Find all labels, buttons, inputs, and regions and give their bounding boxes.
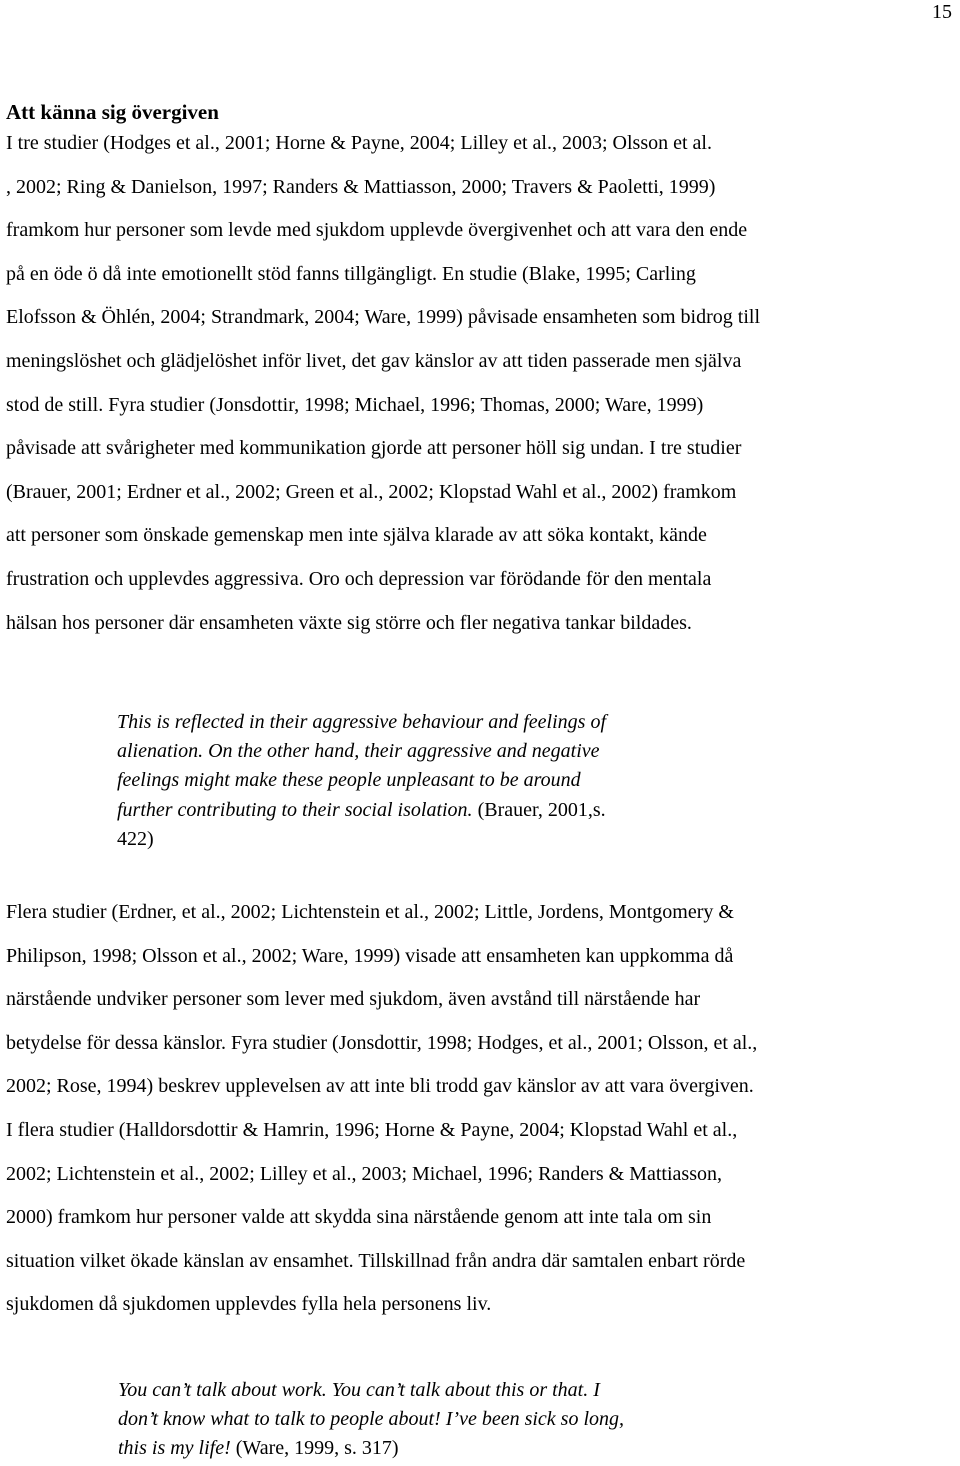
quote-line: don’t know what to talk to people about! I’ve been sick so long,	[118, 1408, 625, 1431]
paragraph-line: Elofsson & Öhlén, 2004; Strandmark, 2004; Ware, 1999) påvisade ensamheten som bidrog till	[6, 306, 761, 329]
section-heading: Att känna sig övergiven	[6, 100, 219, 124]
paragraph-line: hälsan hos personer där ensamheten växte sig större och fler negativa tankar bildades.	[6, 611, 692, 634]
paragraph-line: stod de still. Fyra studier (Jonsdottir, 1998; Michael, 1996; Thomas, 2000; Ware, 1999)	[6, 393, 704, 416]
paragraph-line: situation vilket ökade känslan av ensamhet. Tillskillnad från andra där samtalen enbart rörde	[6, 1249, 746, 1272]
paragraph-line: Flera studier (Erdner, et al., 2002; Lichtenstein et al., 2002; Little, Jordens, Montgomery &	[6, 901, 734, 923]
block-quote-brauer	[117, 708, 797, 854]
block-quote-ware	[118, 1376, 798, 1464]
paragraph-line: meningslöshet och glädjelöshet inför livet, det gav känslor av att tiden passerade men själva	[6, 349, 742, 372]
paragraph-line: 2002; Lichtenstein et al., 2002; Lilley et al., 2003; Michael, 1996; Randers & Mattiasson,	[6, 1162, 722, 1185]
paragraph-line: sjukdomen då sjukdomen upplevdes fylla hela personens liv.	[6, 1293, 492, 1316]
paragraph-line: 2000) framkom hur personer valde att skydda sina närstående genom att inte tala om sin	[6, 1206, 712, 1229]
quote-line: feelings might make these people unpleasant to be around	[117, 769, 581, 792]
quote-line: You can’t talk about work. You can’t talk about this or that. I	[118, 1379, 600, 1401]
quote-line: further contributing to their social isolation.	[117, 798, 473, 821]
paragraph-line: Philipson, 1998; Olsson et al., 2002; Ware, 1999) visade att ensamheten kan uppkomma då	[6, 944, 734, 967]
quote-line: this is my life!	[118, 1437, 231, 1460]
paragraph-abandonment	[6, 122, 960, 645]
paragraph-line: påvisade att svårigheter med kommunikation gjorde att personer höll sig undan. I tre studier	[6, 437, 742, 460]
paragraph-relatives	[6, 891, 960, 1327]
paragraph-line: att personer som önskade gemenskap men inte själva klarade av att söka kontakt, kände	[6, 524, 707, 547]
page-number: 15	[932, 1, 952, 23]
quote-line: This is reflected in their aggressive behaviour and feelings of	[117, 711, 607, 733]
paragraph-line: (Brauer, 2001; Erdner et al., 2002; Green et al., 2002; Klopstad Wahl et al., 2002) framkom	[6, 480, 737, 503]
paragraph-line: I flera studier (Halldorsdottir & Hamrin, 1996; Horne & Payne, 2004; Klopstad Wahl et al.,	[6, 1118, 738, 1141]
paragraph-line: , 2002; Ring & Danielson, 1997; Randers & Mattiasson, 2000; Travers & Paoletti, 1999)	[6, 175, 716, 198]
paragraph-line: framkom hur personer som levde med sjukdom upplevde övergivenhet och att vara den ende	[6, 219, 748, 242]
paragraph-line: på en öde ö då inte emotionellt stöd fanns tillgängligt. En studie (Blake, 1995; Carling	[6, 262, 696, 285]
paragraph-line: I tre studier (Hodges et al., 2001; Horne & Payne, 2004; Lilley et al., 2003; Olsson et al.	[6, 132, 712, 154]
quote-citation: (Brauer, 2001,s.	[472, 798, 606, 821]
paragraph-line: frustration och upplevdes aggressiva. Oro och depression var förödande för den mentala	[6, 567, 712, 590]
quote-citation: (Ware, 1999, s. 317)	[230, 1437, 399, 1460]
quote-citation-end: 422)	[117, 827, 154, 850]
paragraph-line: närstående undviker personer som lever med sjukdom, även avstånd till närstående har	[6, 988, 701, 1011]
paragraph-line: betydelse för dessa känslor. Fyra studier (Jonsdottir, 1998; Hodges, et al., 2001; Olsson, et al.,	[6, 1031, 758, 1054]
paragraph-line: 2002; Rose, 1994) beskrev upplevelsen av att inte bli trodd gav känslor av att vara övergiven.	[6, 1075, 754, 1098]
quote-line: alienation. On the other hand, their aggressive and negative	[117, 740, 600, 763]
